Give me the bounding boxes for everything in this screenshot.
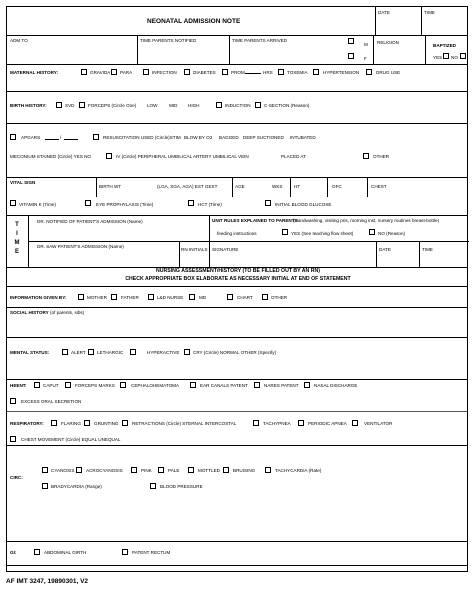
info-other-checkbox[interactable]	[262, 294, 268, 300]
cry-checkbox[interactable]	[184, 349, 190, 355]
maternal-history-label: MATERNAL HISTORY:	[10, 70, 58, 75]
toxemia-label: TOXEMIA	[287, 70, 308, 75]
info-mother-checkbox[interactable]	[78, 294, 84, 300]
eye-prophylaxis-checkbox[interactable]	[85, 200, 91, 206]
caput-checkbox[interactable]	[34, 382, 40, 388]
info-chart-checkbox[interactable]	[227, 294, 233, 300]
information-given-label: INFORMATION GIVEN BY:	[10, 295, 67, 300]
bradycardia-label: BRADYCARDIA (Range)	[51, 484, 102, 489]
birth-history-label: BIRTH HISTORY:	[10, 103, 47, 108]
eye-prophylaxis-label: EYE PROPHYLAXIS (Time)	[96, 202, 154, 207]
excess-oral-checkbox[interactable]	[10, 398, 16, 404]
hct-checkbox[interactable]	[188, 200, 194, 206]
nasal-discharge-label: NASAL DISCHARGE	[314, 383, 358, 388]
dr-notified-label: DR. NOTIFIED OF PATIENT'S ADMISSION (Name)	[37, 219, 143, 224]
cyanosis-checkbox[interactable]	[42, 467, 48, 473]
divider	[179, 241, 180, 267]
patent-rectum-label: PATENT RECTUM	[132, 550, 171, 555]
divider	[327, 177, 328, 197]
rn-initials-label: RN INITIALS	[181, 247, 208, 252]
prom-hours-field[interactable]	[245, 73, 261, 74]
heent-label: HEENT:	[10, 383, 27, 388]
unit-rules-no-checkbox[interactable]	[369, 229, 375, 235]
patent-rectum-checkbox[interactable]	[122, 549, 128, 555]
cry-label: CRY (Circle) NORMAL OTHER (Specify)	[193, 350, 277, 355]
divider	[7, 411, 467, 412]
placed-at-label: PLACED AT	[281, 154, 306, 159]
chest-label: CHEST	[371, 184, 387, 189]
info-md-label: MD	[199, 295, 207, 300]
age-label: AGE	[235, 184, 245, 189]
divider	[7, 307, 467, 308]
tachycardia-checkbox[interactable]	[265, 467, 271, 473]
pale-label: PALE	[168, 468, 180, 473]
ofc-label: OFC	[332, 184, 342, 189]
baptized-yes-checkbox[interactable]	[443, 53, 449, 59]
divider	[375, 7, 376, 35]
divider	[419, 241, 420, 267]
ventilator-label: VENTILATOR	[364, 421, 393, 426]
info-md-checkbox[interactable]	[189, 294, 195, 300]
iv-other-label: OTHER	[373, 154, 390, 159]
apgar-slash: /	[60, 135, 62, 140]
lethargic-label: LETHARGIC	[97, 350, 124, 355]
forceps-label: FORCEPS (Circle One)	[88, 103, 137, 108]
abdominal-girth-label: ABDOMINAL GIRTH	[44, 550, 87, 555]
drug-use-label: DRUG USE	[376, 70, 401, 75]
flaring-label: FLARING	[61, 421, 81, 426]
prom-checkbox[interactable]	[222, 69, 228, 75]
lethargic-checkbox[interactable]	[88, 349, 94, 355]
time-letter: E	[14, 249, 19, 255]
toxemia-checkbox[interactable]	[278, 69, 284, 75]
mottled-checkbox[interactable]	[188, 467, 194, 473]
blow-by-o2-label: BLOW BY O2	[184, 135, 213, 140]
induction-checkbox[interactable]	[216, 102, 222, 108]
svd-label: SVD	[65, 103, 75, 108]
grunting-checkbox[interactable]	[84, 420, 90, 426]
baptized-no-label: NO	[451, 55, 458, 60]
baptized-yes-label: YES	[433, 55, 443, 60]
divider	[137, 35, 138, 64]
unit-rules-detail: (Handwashing, visiting pris, rooming inst, nursery routines breast-bottle)	[293, 218, 440, 223]
prom-label: PROM	[231, 70, 245, 75]
vitamin-k-checkbox[interactable]	[10, 200, 16, 206]
apgar-5-field[interactable]	[64, 139, 78, 140]
form-number: AF IMT 3247, 19890301, V2	[6, 578, 89, 585]
apgars-label: APGARS	[21, 135, 41, 140]
info-chart-label: CHART	[237, 295, 253, 300]
nares-patent-label: NARES PATENT	[264, 383, 299, 388]
high-label: HIGH	[188, 103, 200, 108]
info-father-label: FATHER	[121, 295, 139, 300]
ear-canals-checkbox[interactable]	[190, 382, 196, 388]
social-history-detail: (of parents, sibs)	[50, 310, 85, 315]
divider	[7, 337, 467, 338]
bruising-checkbox[interactable]	[223, 467, 229, 473]
divider	[7, 379, 467, 380]
male-label: M	[364, 42, 368, 47]
ht-label: HT	[294, 184, 301, 189]
divider	[7, 215, 467, 216]
divider	[373, 35, 374, 64]
resuscitation-label: RESUSCITATION USED (Circle)STIM	[103, 135, 181, 140]
infection-label: INFECTION	[152, 70, 177, 75]
time-label: TIME	[424, 10, 435, 15]
divider	[229, 35, 230, 64]
diabetes-label: DIABETES	[193, 70, 216, 75]
divider	[425, 35, 426, 64]
divider	[232, 177, 233, 197]
info-father-checkbox[interactable]	[111, 294, 117, 300]
pink-checkbox[interactable]	[131, 467, 137, 473]
cyanosis-label: CYANOSIS	[51, 468, 75, 473]
hct-label: HCT (Time)	[198, 202, 222, 207]
time-vertical-label	[12, 221, 22, 257]
tachypnea-label: TACHYPNEA	[263, 421, 291, 426]
divider	[209, 241, 469, 242]
para-label: PARA	[120, 70, 133, 75]
mental-status-label: MENTAL STATUS:	[10, 350, 50, 355]
flaring-checkbox[interactable]	[51, 420, 57, 426]
pink-label: PINK	[141, 468, 152, 473]
wks-label: WKS	[272, 184, 283, 189]
blood-pressure-checkbox[interactable]	[150, 483, 156, 489]
tachypnea-checkbox[interactable]	[253, 420, 259, 426]
time-letter: I	[16, 231, 18, 237]
divider	[290, 177, 291, 197]
meconium-label: MECONIUM STAINED (Circle) YES NO	[10, 154, 91, 159]
iv-label: IV (Circle) PERIPHERAL UMBILICAL ARTERY UMBILICAL VEIN	[116, 154, 249, 159]
info-mother-label: MOTHER	[87, 295, 107, 300]
abdominal-girth-checkbox[interactable]	[34, 549, 40, 555]
respiratory-label: RESPIRATORY:	[10, 421, 44, 426]
divider	[7, 286, 467, 287]
forceps-checkbox[interactable]	[79, 102, 85, 108]
caput-label: CAPUT	[43, 383, 59, 388]
circ-label: CIRC:	[10, 475, 23, 480]
divider	[7, 91, 467, 92]
hypertension-checkbox[interactable]	[313, 69, 319, 75]
apgars-checkbox[interactable]	[10, 134, 16, 140]
bradycardia-checkbox[interactable]	[42, 483, 48, 489]
signature-label: SIGNATURE	[212, 247, 239, 252]
neonatal-admission-form	[6, 6, 468, 572]
hrs-label: HRS	[263, 70, 273, 75]
sex-female-checkbox[interactable]	[348, 53, 354, 59]
ear-canals-label: EAR CANALS PATENT	[200, 383, 248, 388]
periodic-apnea-checkbox[interactable]	[298, 420, 304, 426]
unit-rules-label: UNIT RULES EXPLAINED TO PARENTS	[212, 218, 298, 223]
nasal-discharge-checkbox[interactable]	[304, 382, 310, 388]
time-parents-arrived-label: TIME PARENTS ARRIVED	[232, 38, 288, 43]
csection-checkbox[interactable]	[255, 102, 261, 108]
retractions-checkbox[interactable]	[122, 420, 128, 426]
divider	[7, 565, 467, 566]
hyperactive-label: HYPERACTIVE	[147, 350, 180, 355]
divider	[7, 541, 467, 542]
intubated-label: INTUBATED	[290, 135, 316, 140]
info-other-label: OTHER	[271, 295, 288, 300]
para-checkbox[interactable]	[111, 69, 117, 75]
grunting-label: GRUNTING	[94, 421, 119, 426]
divider	[7, 445, 467, 446]
apgar-1-field[interactable]	[45, 139, 59, 140]
blood-pressure-label: BLOOD PRESSURE	[160, 484, 203, 489]
social-history-label: SOCIAL HISTORY	[10, 310, 49, 315]
tachycardia-label: TACHYCARDIA (Rate)	[275, 468, 322, 473]
forceps-marks-label: FORCEPS MARKS	[75, 383, 115, 388]
time-parents-notified-label: TIME PARENTS NOTIFIED	[140, 38, 197, 43]
vitamin-k-label: VITAMIN K (Time)	[19, 202, 57, 207]
divider	[421, 7, 422, 35]
csection-label: C-SECTION (Reason)	[264, 103, 310, 108]
iv-other-checkbox[interactable]	[363, 153, 369, 159]
alert-checkbox[interactable]	[62, 349, 68, 355]
blood-glucose-checkbox[interactable]	[265, 200, 271, 206]
unit-rules-yes-checkbox[interactable]	[282, 229, 288, 235]
baptized-label: BAPTIZED	[433, 43, 456, 48]
date-label: DATE	[378, 10, 390, 15]
time-letter: M	[14, 240, 20, 246]
form-title: NEONATAL ADMISSION NOTE	[147, 18, 241, 25]
resuscitation-checkbox[interactable]	[93, 134, 99, 140]
signature-date-label: DATE	[379, 247, 391, 252]
induction-label: INDUCTION	[225, 103, 251, 108]
hyperactive-checkbox[interactable]	[130, 349, 136, 355]
acrocyanosis-checkbox[interactable]	[76, 467, 82, 473]
female-label: F	[364, 56, 367, 61]
deep-suctioned-label: DEEP SUCTIONED	[243, 135, 284, 140]
divider	[7, 177, 467, 178]
hypertension-label: HYPERTENSION	[323, 70, 360, 75]
diabetes-checkbox[interactable]	[184, 69, 190, 75]
social-history	[10, 310, 84, 315]
divider	[7, 35, 467, 36]
iv-checkbox[interactable]	[106, 153, 112, 159]
pale-checkbox[interactable]	[158, 467, 164, 473]
gi-label: GI:	[10, 550, 17, 555]
bruising-label: BRUISING	[233, 468, 256, 473]
periodic-apnea-label: PERIODIC APNEA	[308, 421, 347, 426]
dr-saw-label: DR. SAW PATIENT'S ADMISSION (Name)	[37, 244, 124, 249]
vital-sign-label: VITAL SIGN	[10, 180, 36, 185]
info-ld-nurse-checkbox[interactable]	[148, 294, 154, 300]
birth-wt-label: BIRTH WT	[99, 184, 122, 189]
infection-checkbox[interactable]	[143, 69, 149, 75]
divider	[28, 241, 209, 242]
divider	[367, 177, 368, 197]
alert-label: ALERT	[71, 350, 86, 355]
ventilator-checkbox[interactable]	[352, 420, 358, 426]
bagged-label: BAGGED	[219, 135, 239, 140]
low-label: LOW	[147, 103, 158, 108]
nursing-instructions: CHECK APPROPRIATE BOX ELABORATE AS NECESSARY INITIAL AT END OF STATEMENT	[125, 276, 351, 282]
excess-oral-label: EXCESS ORAL SECRETION	[21, 399, 82, 404]
divider	[7, 64, 467, 65]
feeding-instructions-label: feeding instructions	[217, 231, 257, 236]
info-ld-nurse-label: L&D NURSE	[157, 295, 184, 300]
divider	[376, 241, 377, 267]
nares-patent-checkbox[interactable]	[254, 382, 260, 388]
divider	[7, 123, 467, 124]
drug-use-checkbox[interactable]	[366, 69, 372, 75]
baptized-no-checkbox[interactable]	[460, 53, 466, 59]
religion-label: RELIGION	[377, 40, 399, 45]
svd-checkbox[interactable]	[56, 102, 62, 108]
chest-movement-checkbox[interactable]	[10, 436, 16, 442]
unit-rules-no-label: NO (Reason)	[378, 231, 406, 236]
gravida-label: GRAVIDA	[90, 70, 111, 75]
mid-label: MID	[169, 103, 178, 108]
adm-to-label: ADM TO	[10, 38, 28, 43]
gestation-label: (LGA, SGA, AGA) EST GEST	[157, 184, 218, 189]
forceps-marks-checkbox[interactable]	[65, 382, 71, 388]
divider	[96, 177, 97, 197]
mottled-label: MOTTLED	[198, 468, 220, 473]
sex-male-checkbox[interactable]	[348, 38, 354, 44]
cephalohematoma-checkbox[interactable]	[120, 382, 126, 388]
nursing-title: NURSING ASSESSMENT/HISTORY (TO BE FILLED OUT BY AN RN)	[156, 268, 320, 274]
unit-rules-yes-label: YES (See teaching flow sheet)	[291, 231, 354, 236]
retractions-label: RETRACTIONS (Circle) STERNAL INTERCOSTAL	[132, 421, 237, 426]
signature-time-label: TIME	[422, 247, 433, 252]
gravida-checkbox[interactable]	[81, 69, 87, 75]
blood-glucose-label: INITIAL BLOOD GLUCOSE	[275, 202, 332, 207]
cephalohematoma-label: CEPHALOHEMATOMA	[131, 383, 180, 388]
chest-movement-label: CHEST MOVEMENT (Circle) EQUAL UNEQUAL	[21, 437, 121, 442]
acrocyanosis-label: ACROCYANOSIS	[86, 468, 123, 473]
time-letter: T	[15, 222, 19, 228]
